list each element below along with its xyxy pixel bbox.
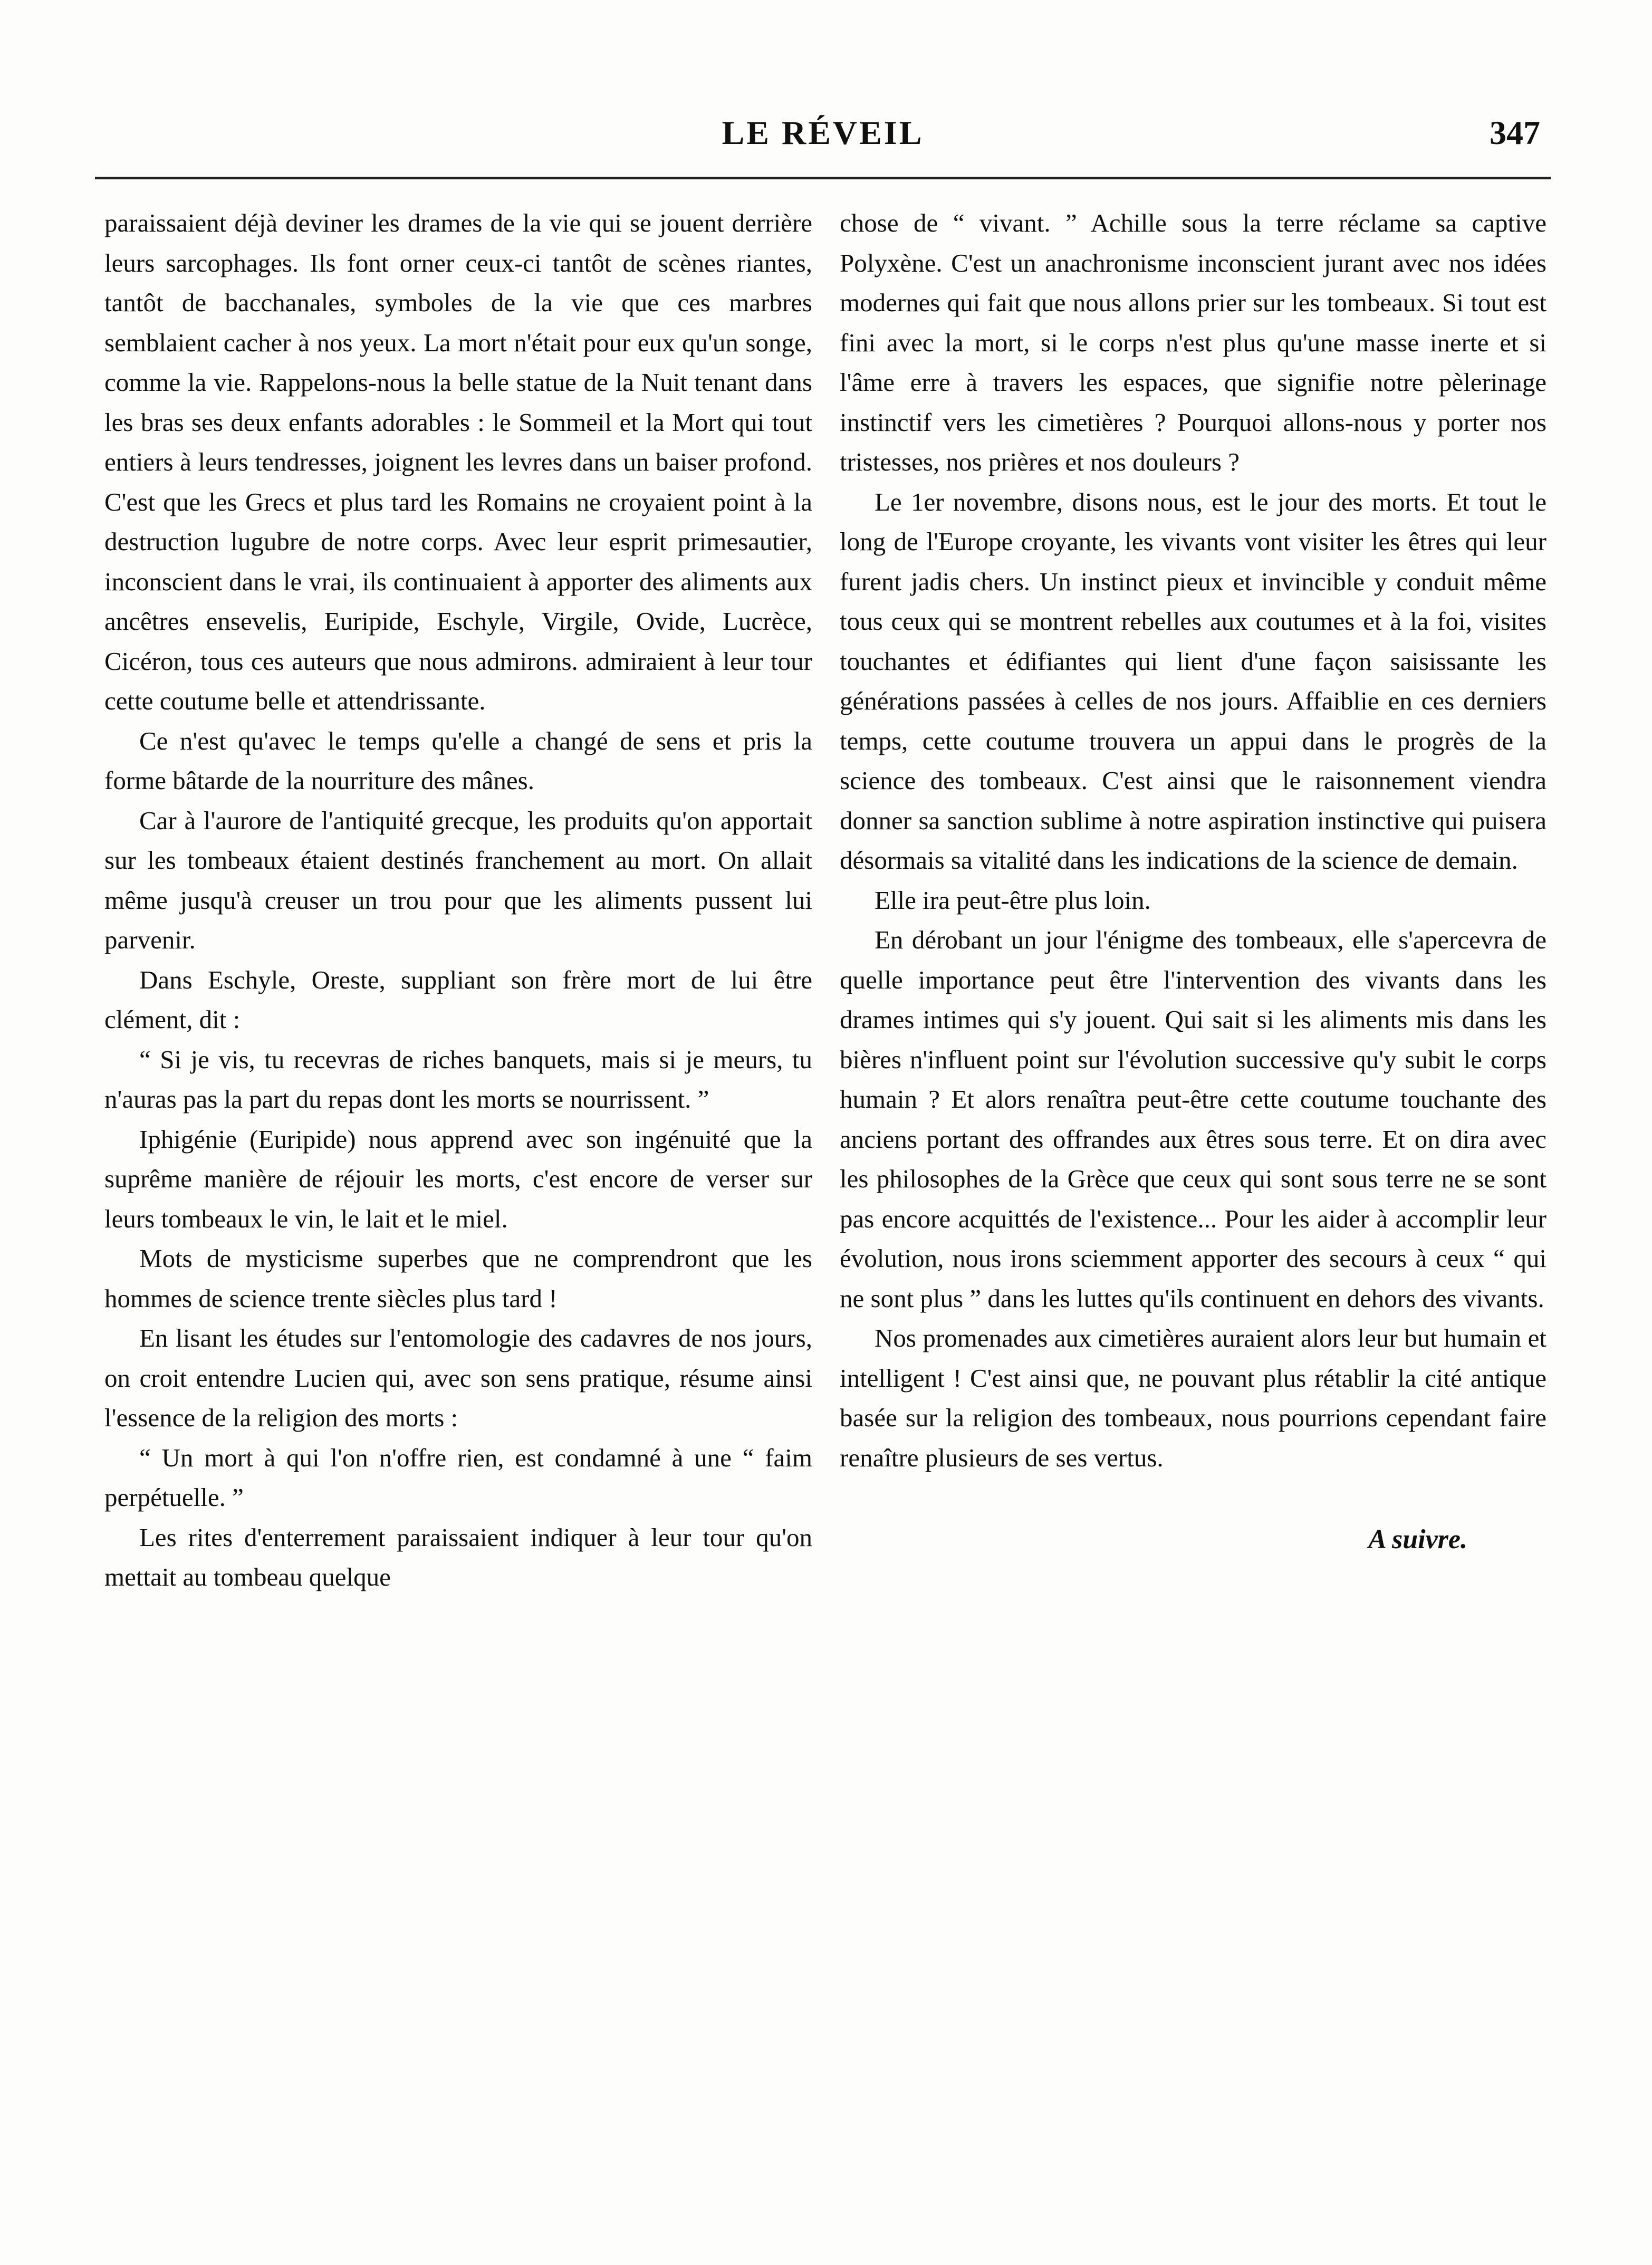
- paragraph: paraissaient déjà deviner les drames de la vie qui se jouent derrière leurs sarcophages. Ils font orner ceux-ci tantôt de scènes riantes, tantôt de bacchanales, symboles de la vie que ces marbres semblaient cacher à nos yeux. La mort n'était pour eux qu'un songe, comme la vie. Rappelons-nous la belle statue de la Nuit tenant dans les bras ses deux enfants adorables : le Sommeil et la Mort qui tout entiers à leurs tendresses, joignent les levres dans un baiser profond. C'est que les Grecs et plus tard les Romains ne croyaient point à la destruction lugubre de notre corps. Avec leur esprit primesautier, inconscient dans le vrai, ils continuaient à apporter des aliments aux ancêtres ensevelis, Euripide, Eschyle, Virgile, Ovide, Lucrèce, Cicéron, tous ces auteurs que nous admirons. admiraient à leur tour cette coutume belle et attendrissante.: [104, 208, 812, 715]
- paragraph: Iphigénie (Euripide) nous apprend avec son ingénuité que la suprême manière de réjouir les morts, c'est encore de verser sur leurs tombeaux le vin, le lait et le miel.: [104, 1124, 812, 1233]
- header-rule: [95, 177, 1551, 179]
- paragraph: chose de “ vivant. ” Achille sous la terre réclame sa captive Polyxène. C'est un anachronisme inconscient jurant avec nos idées modernes qui fait que nous allons prier sur les tombeaux. Si tout est fini avec la mort, si le corps n'est plus qu'une masse inerte et si l'âme erre à travers les espaces, que signifie notre pèlerinage instinctif vers les cimetières ? Pourquoi allons-nous y porter nos tristesses, nos prières et nos douleurs ?: [840, 208, 1547, 476]
- to-be-continued: A suivre.: [1368, 1524, 1467, 1554]
- quotation: “ Si je vis, tu recevras de riches banquets, mais si je meurs, tu n'auras pas la part du repas dont les morts se nourrissent. ”: [104, 1044, 812, 1114]
- paragraph: Les rites d'enterrement paraissaient indiquer à leur tour qu'on mettait au tombeau quelque: [104, 1522, 812, 1591]
- running-header: [95, 113, 1551, 161]
- paragraph: Ce n'est qu'avec le temps qu'elle a changé de sens et pris la forme bâtarde de la nourriture des mânes.: [104, 726, 812, 795]
- paragraph: En dérobant un jour l'énigme des tombeaux, elle s'apercevra de quelle importance peut être l'intervention des vivants dans les drames intimes qui s'y jouent. Qui sait si les aliments mis dans les bières n'influent point sur l'évolution successive qu'y subit le corps humain ? Et alors renaîtra peut-être cette coutume touchante des anciens portant des offrandes aux êtres sous terre. Et on dira avec les philosophes de la Grèce que ceux qui sont sous terre ne se sont pas encore acquittés de l'existence... Pour les aider à accomplir leur évolution, nous irons sciemment apporter des secours à ceux “ qui ne sont plus ” dans les luttes qu'ils continuent en dehors des vivants.: [840, 925, 1547, 1313]
- paragraph: En lisant les études sur l'entomologie des cadavres de nos jours, on croit entendre Lucien qui, avec son sens pratique, résume ainsi l'essence de la religion des morts :: [104, 1323, 812, 1432]
- paragraph: Car à l'aurore de l'antiquité grecque, les produits qu'on apportait sur les tombeaux étaient destinés franchement au mort. On allait même jusqu'à creuser un trou pour que les aliments pussent lui parvenir.: [104, 805, 812, 954]
- right-column: [840, 203, 1547, 1560]
- paragraph: Dans Eschyle, Oreste, suppliant son frère mort de lui être clément, dit :: [104, 965, 812, 1034]
- quotation: “ Un mort à qui l'on n'offre rien, est condamné à une “ faim perpétuelle. ”: [104, 1443, 812, 1512]
- paragraph: Nos promenades aux cimetières auraient alors leur but humain et intelligent ! C'est ainsi que, ne pouvant plus rétablir la cité antique basée sur la religion des tombeaux, nous pourrions cependant faire renaître plusieurs de ses vertus.: [840, 1323, 1547, 1472]
- left-column: [104, 203, 812, 1597]
- paragraph: Le 1er novembre, disons nous, est le jour des morts. Et tout le long de l'Europe croyante, les vivants vont visiter les êtres qui leur furent jadis chers. Un instinct pieux et invincible y conduit même tous ceux qui se montrent rebelles aux coutumes et à la foi, visites touchantes et édifiantes qui lient d'une façon saisissante les générations passées à celles de nos jours. Affaiblie en ces derniers temps, cette coutume trouvera un appui dans le progrès de la science des tombeaux. C'est ainsi que le raisonnement viendra donner sa sanction sublime à notre aspiration instinctive qui puisera désormais sa vitalité dans les indications de la science de demain.: [840, 487, 1547, 875]
- page-number: 347: [1490, 114, 1540, 151]
- paragraph: Elle ira peut-être plus loin.: [875, 885, 1151, 915]
- journal-title: LE RÉVEIL: [722, 114, 924, 151]
- paragraph: Mots de mysticisme superbes que ne comprendront que les hommes de science trente siècles plus tard !: [104, 1244, 812, 1313]
